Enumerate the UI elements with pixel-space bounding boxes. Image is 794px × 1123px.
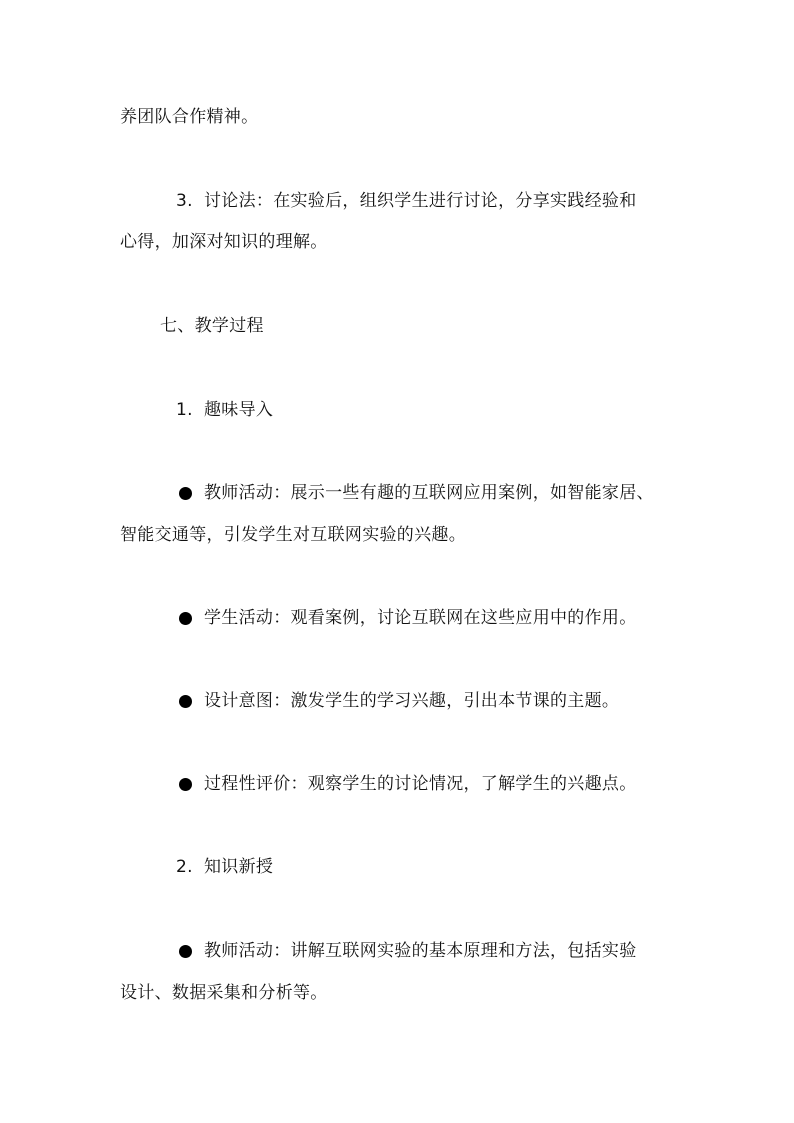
- bullet-icon: [179, 945, 192, 958]
- list-number-3: 3.: [176, 191, 193, 211]
- step-number-1: 1.: [176, 400, 193, 420]
- bullet-icon: [179, 778, 192, 791]
- bullet-text-teacher-continuation: 智能交通等，引发学生对互联网实验的兴趣。: [120, 525, 466, 545]
- bullet-icon: [179, 487, 192, 500]
- list-item-3-continuation: 心得，加深对知识的理解。: [120, 232, 328, 252]
- bullet-text-teacher-2: 教师活动：讲解互联网实验的基本原理和方法，包括实验: [204, 941, 637, 961]
- bullet-icon: [179, 612, 192, 625]
- bullet-text-evaluation: 过程性评价：观察学生的讨论情况，了解学生的兴趣点。: [204, 774, 637, 794]
- bullet-icon: [179, 695, 192, 708]
- bullet-text-teacher: 教师活动：展示一些有趣的互联网应用案例，如智能家居、: [204, 483, 654, 503]
- bullet-text-teacher-2-continuation: 设计、数据采集和分析等。: [120, 983, 328, 1003]
- section-heading: 七、教学过程: [160, 316, 264, 336]
- step-title-2: 知识新授: [204, 857, 274, 877]
- step-number-2: 2.: [176, 857, 193, 877]
- paragraph-continuation: 养团队合作精神。: [120, 107, 259, 127]
- bullet-text-student: 学生活动：观看案例，讨论互联网在这些应用中的作用。: [204, 608, 637, 628]
- list-item-3-text: 讨论法：在实验后，组织学生进行讨论，分享实践经验和: [204, 191, 637, 211]
- step-title-1: 趣味导入: [204, 400, 274, 420]
- bullet-text-design: 设计意图：激发学生的学习兴趣，引出本节课的主题。: [204, 691, 620, 711]
